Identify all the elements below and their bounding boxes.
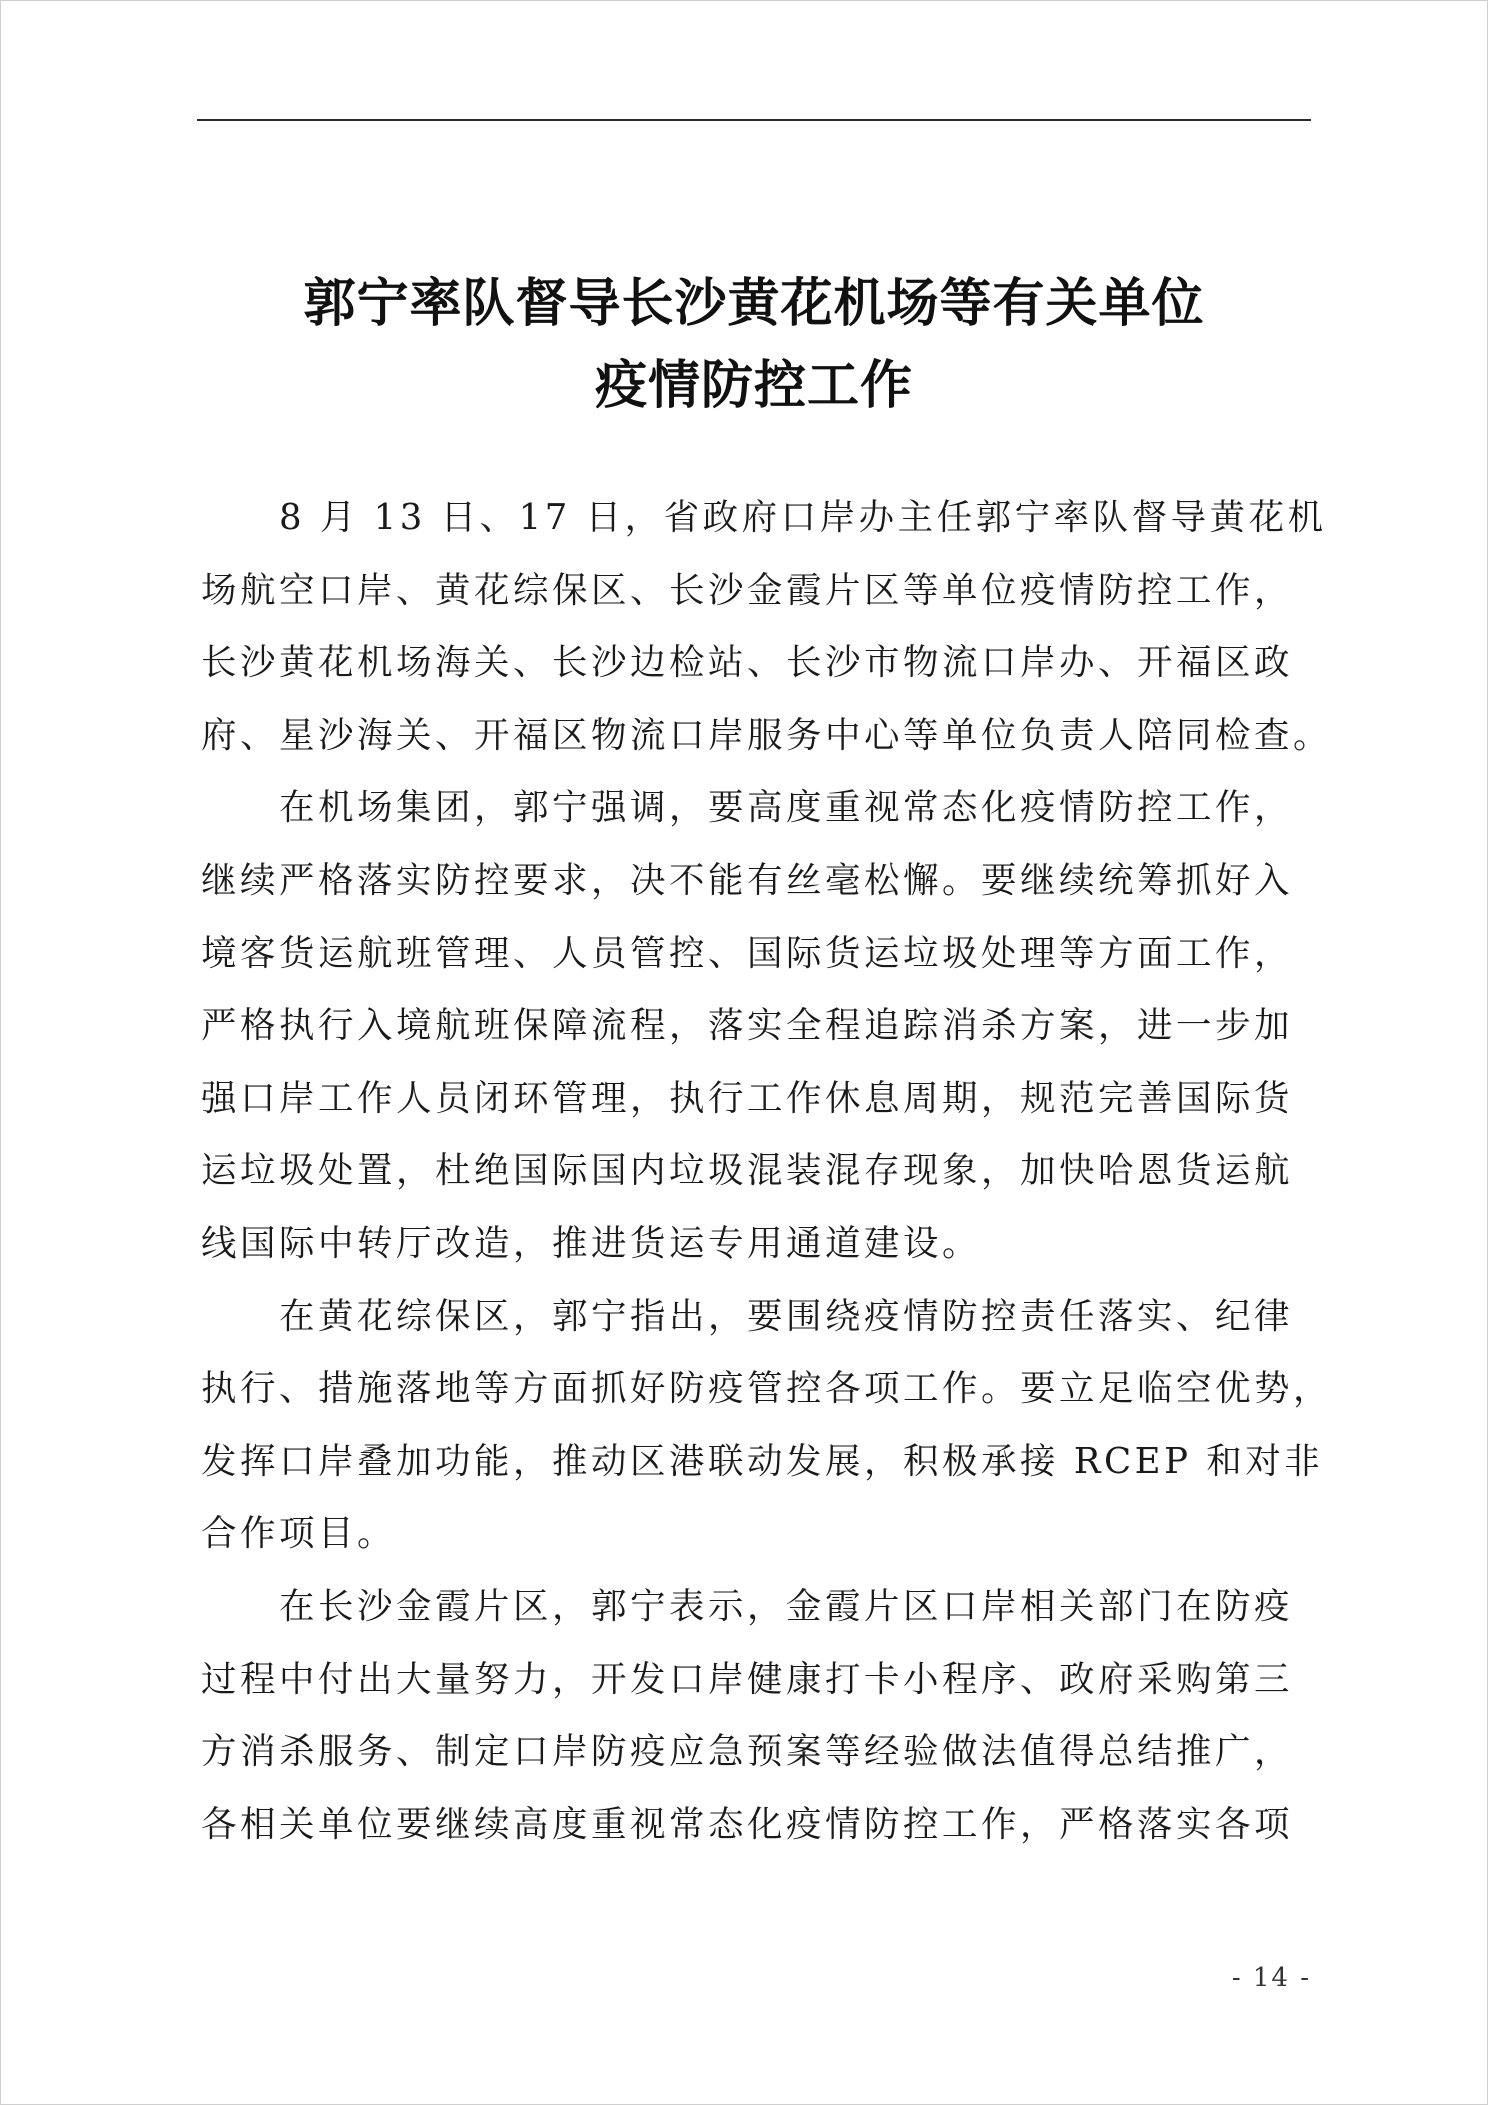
paragraph-line: 严格执行入境航班保障流程，落实全程追踪消杀方案，进一步加 bbox=[201, 1005, 1294, 1047]
paragraph bbox=[201, 772, 1307, 1280]
paragraph-line: 方消杀服务、制定口岸防疫应急预案等经验做法值得总结推广， bbox=[201, 1731, 1294, 1773]
paragraph-line: 在黄花综保区，郭宁指出，要围绕疫情防控责任落实、纪律 bbox=[279, 1295, 1294, 1337]
header-rule bbox=[197, 119, 1311, 121]
paragraph-line: 运垃圾处置，杜绝国际国内垃圾混装混存现象，加快哈恩货运航 bbox=[201, 1150, 1294, 1192]
paragraph-line: 8 月 13 日、17 日，省政府口岸办主任郭宁率队督导黄花机 bbox=[279, 497, 1327, 538]
paragraph bbox=[201, 482, 1333, 772]
title-line: 郭宁率队督导长沙黄花机场等有关单位 bbox=[303, 274, 1205, 334]
article-title bbox=[197, 263, 1311, 427]
paragraph-line: 府、星沙海关、开福区物流口岸服务中心等单位负责人陪同检查。 bbox=[201, 714, 1333, 756]
paragraph-line: 境客货运航班管理、人员管控、国际货运垃圾处理等方面工作， bbox=[201, 932, 1294, 974]
paragraph-line: 继续严格落实防控要求，决不能有丝毫松懈。要继续统筹抓好入 bbox=[201, 859, 1294, 901]
paragraph-line: 合作项目。 bbox=[201, 1513, 397, 1555]
paragraph-line: 过程中付出大量努力，开发口岸健康打卡小程序、政府采购第三 bbox=[201, 1658, 1294, 1700]
paragraph-line: 在长沙金霞片区，郭宁表示，金霞片区口岸相关部门在防疫 bbox=[279, 1585, 1294, 1627]
page-number: - 14 - bbox=[1231, 1963, 1311, 1993]
article-body bbox=[201, 482, 1333, 1861]
paragraph-line: 长沙黄花机场海关、长沙边检站、长沙市物流口岸办、开福区政 bbox=[201, 642, 1294, 684]
paragraph-line: 场航空口岸、黄花综保区、长沙金霞片区等单位疫情防控工作， bbox=[201, 569, 1294, 611]
paragraph-line: 执行、措施落地等方面抓好防疫管控各项工作。要立足临空优势， bbox=[201, 1368, 1333, 1410]
paragraph-line: 在机场集团，郭宁强调，要高度重视常态化疫情防控工作， bbox=[279, 787, 1294, 829]
paragraph-line: 发挥口岸叠加功能，推动区港联动发展，积极承接 RCEP 和对非 bbox=[201, 1440, 1324, 1482]
paragraph-line: 强口岸工作人员闭环管理，执行工作休息周期，规范完善国际货 bbox=[201, 1077, 1294, 1119]
paragraph bbox=[201, 1571, 1307, 1861]
paragraph-line: 线国际中转厅改造，推进货运专用通道建设。 bbox=[201, 1222, 982, 1264]
title-line: 疫情防控工作 bbox=[594, 356, 913, 416]
paragraph-line: 各相关单位要继续高度重视常态化疫情防控工作，严格落实各项 bbox=[201, 1803, 1294, 1845]
paragraph bbox=[201, 1281, 1333, 1571]
